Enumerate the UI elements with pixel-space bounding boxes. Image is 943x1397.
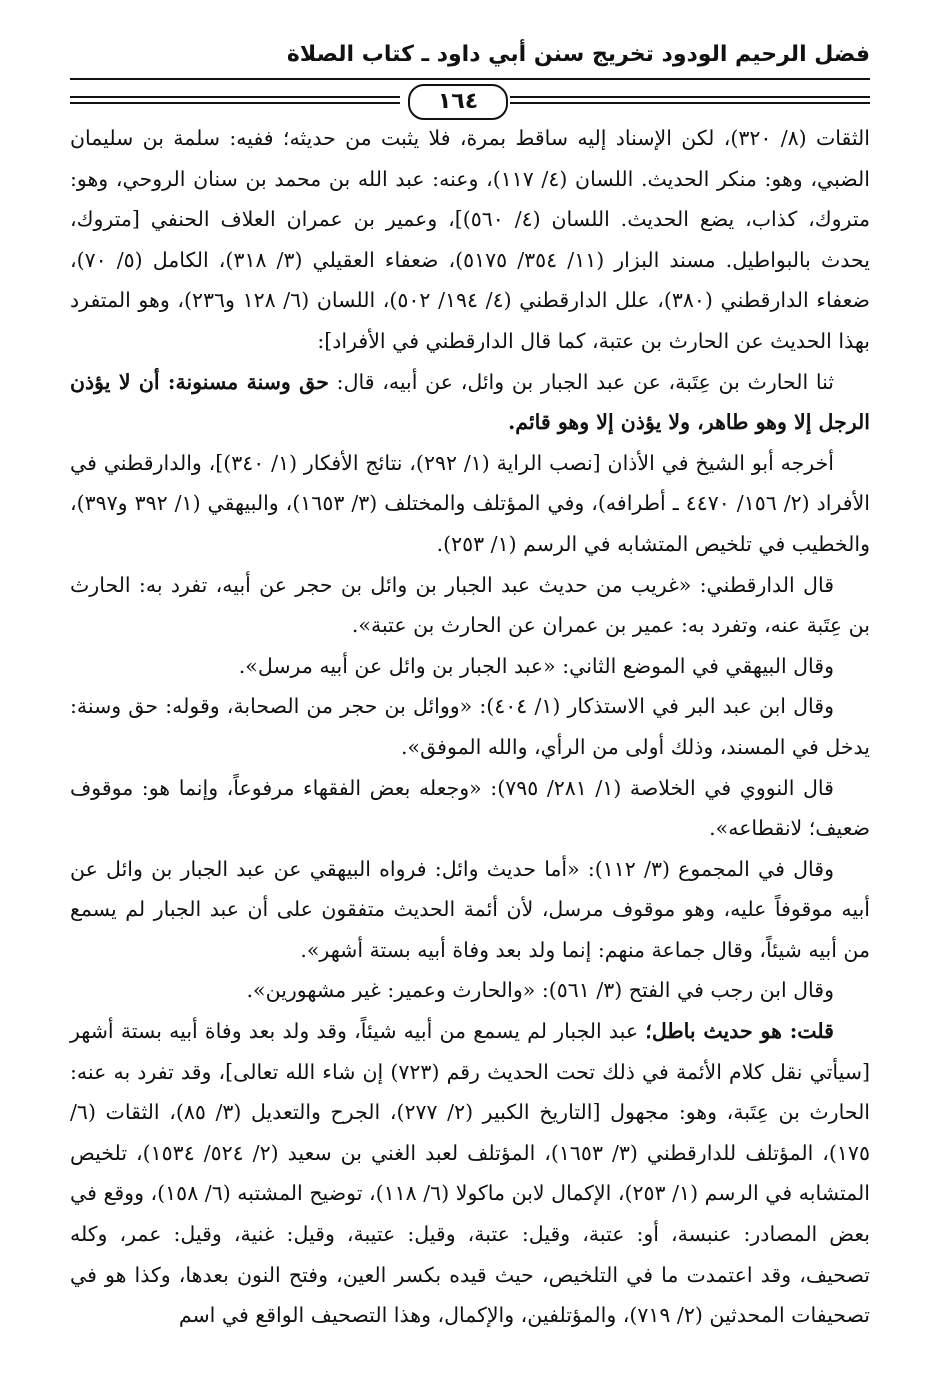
- paragraph-3: أخرجه أبو الشيخ في الأذان [نصب الراية (١/ ٢٩٢)، نتائج الأفكار (١/ ٣٤٠)]، والدارقطني في الأفراد (٢/ ١٥٦/ ٤٤٧٠ ـ أطرافه)، وفي المؤتلف والمختلف (٣/ ١٦٥٣)، والبيهقي (١/ ٣٩٢ و٣٩٧)، والخطيب في تلخيص المتشابه في الرسم (١/ ٢٥٣).: [70, 450, 870, 556]
- paragraph-9: وقال ابن رجب في الفتح (٣/ ٥٦١): «والحارث وعمير: غير مشهورين».: [246, 978, 834, 1003]
- paragraph-10-text: عبد الجبار لم يسمع من أبيه شيئاً، وقد ولد بعد وفاة أبيه بستة أشهر [سيأتي نقل كلام الأئمة في ذلك تحت الحديث رقم (٧٢٣) إن شاء الله تعالى]، وقد تفرد به عنه: الحارث بن عِتَبة، وهو: مجهول [التاريخ الكبير (٢/ ٢٧٧)، الجرح والتعديل (٣/ ٨٥)، الثقات (٦/ ١٧٥)، المؤتلف للدارقطني (٣/ ١٦٥٣)، المؤتلف لعبد الغني بن سعيد (٢/ ٥٢٤/ ١٥٣٤)، تلخيص المتشابه في الرسم (١/ ٢٥٣)، الإكمال لابن ماكولا (٦/ ١١٨)، توضيح المشتبه (٦/ ١٥٨)، ووقع في بعض المصادر: عنبسة، أو: عتبة، وقيل: عتبة، وقيل: عتيبة، وقيل: غنية، وقيل: عمر، وكله تصحيف، وقد اعتمدت ما في التلخيص، حيث قيده بكسر العين، وفتح النون بعدها، وكذا هو في تصحيفات المحدثين (٢/ ٧١٩)، والمؤتلفين، والإكمال، وهذا التصحيف الواقع في اسم: [70, 1019, 871, 1328]
- header-double-rule-left: [70, 96, 400, 104]
- page-body: [70, 118, 870, 1336]
- paragraph-6: وقال ابن عبد البر في الاستذكار (١/ ٤٠٤): «ووائل بن حجر من الصحابة، وقوله: حق وسنة: يدخل في المسند، وذلك أولى من الرأي، والله الموفق».: [70, 694, 870, 759]
- paragraph-2: [70, 362, 870, 443]
- paragraph-8: وقال في المجموع (٣/ ١١٢): «أما حديث وائل: فرواه البيهقي عن عبد الجبار بن وائل عن أبيه موقوفاً عليه، وهو موقوف مرسل، لأن أئمة الحديث متفقون على أن عبد الجبار لم يسمع من أبيه شيئاً، وقال جماعة منهم: إنما ولد بعد وفاة أبيه بستة أشهر».: [70, 856, 870, 962]
- paragraph-10-verdict: قلت: هو حديث باطل؛: [645, 1019, 834, 1044]
- paragraph-1: الثقات (٨/ ٣٢٠)، لكن الإسناد إليه ساقط بمرة، فلا يثبت من حديثه؛ ففيه: سلمة بن سليمان الضبي، وهو: منكر الحديث. اللسان (٤/ ١١٧)، وعنه: عبد الله بن محمد بن سنان الروحي، وهو: متروك، كذاب، يضع الحديث. اللسان (٤/ ٥٦٠)]، وعمير بن عمران العلاف الحنفي [متروك، يحدث بالبواطيل. مسند البزار (١١/ ٣٥٤/ ٥١٧٥)، ضعفاء العقيلي (٣/ ٣١٨)، الكامل (٥/ ٧٠)، ضعفاء الدارقطني (٣٨٠)، علل الدارقطني (٤/ ١٩٤/ ٥٠٢)، اللسان (٦/ ١٢٨ و٢٣٦)، وهو المتفرد بهذا الحديث عن الحارث بن عتبة، كما قال الدارقطني في الأفراد]:: [70, 126, 870, 353]
- paragraph-4: قال الدارقطني: «غريب من حديث عبد الجبار بن وائل بن حجر عن أبيه، تفرد به: الحارث بن عِتَبة عنه، وتفرد به: عمير بن عمران عن الحارث بن عتبة».: [70, 572, 870, 638]
- paragraph-2-hadith-text: حق وسنة مسنونة: أن لا يؤذن الرجل إلا وهو طاهر، ولا يؤذن إلا وهو قائم.: [70, 369, 870, 435]
- header-rule: [70, 78, 870, 80]
- page-header: [70, 38, 870, 114]
- paragraph-5: وقال البيهقي في الموضع الثاني: «عبد الجبار بن وائل عن أبيه مرسل».: [238, 653, 834, 678]
- paragraph-10: [70, 1011, 870, 1336]
- paragraph-2-text: ثنا الحارث بن عِتَبة، عن عبد الجبار بن وائل، عن أبيه، قال:: [336, 369, 834, 394]
- paragraph-7: قال النووي في الخلاصة (١/ ٢٨١/ ٧٩٥): «وجعله بعض الفقهاء مرفوعاً، وإنما هو: موقوف ضعيف؛ لانقطاعه».: [70, 775, 870, 841]
- running-title: فضل الرحيم الودود تخريج سنن أبي داود ـ كتاب الصلاة: [286, 42, 870, 67]
- page-number: ١٦٤: [408, 84, 508, 120]
- header-double-rule-right: [510, 96, 870, 104]
